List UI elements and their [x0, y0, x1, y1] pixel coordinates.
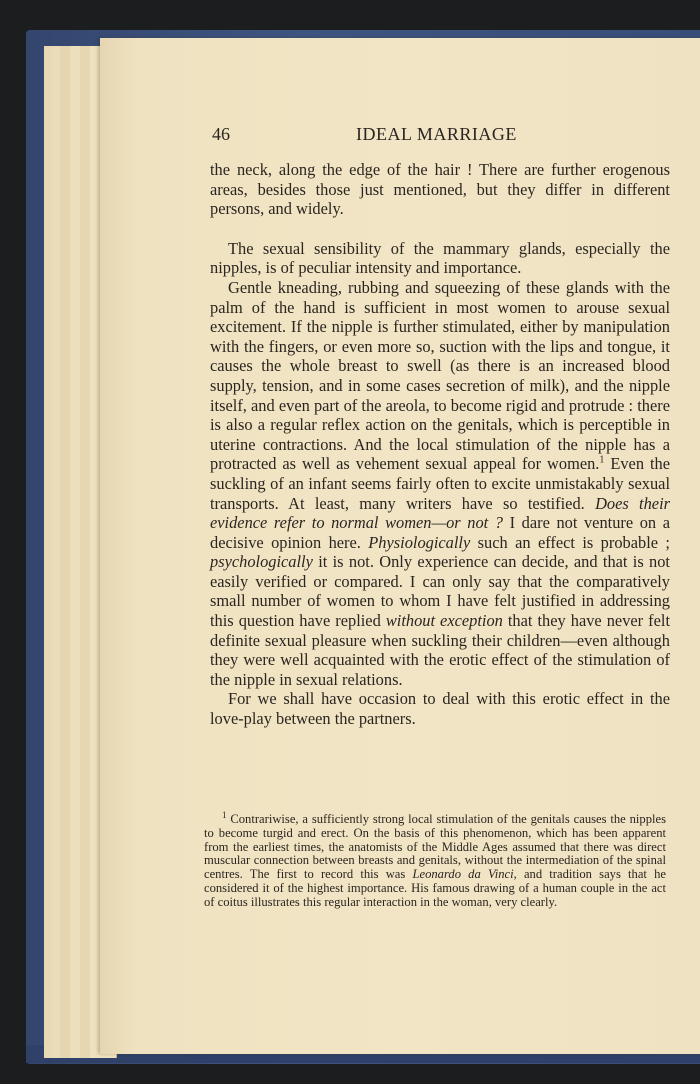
footnote-mark: 1 — [222, 809, 227, 820]
footnote-italic-name: Leonardo da Vinci — [412, 867, 514, 882]
running-head: IDEAL MARRIAGE — [356, 124, 517, 144]
body-text — [210, 160, 670, 729]
footnote-text: Contrariwise, a sufficiently strong local stimulation of the genitals causes the nipples to become turgid and erect. On the basis of this phenomenon, which has been apparent from the earliest times, the anatomists of the Middle Ages assumed that there was direct muscular connection between breasts and genitals, without the intermediation of the spinal centres. The first to record this was — [204, 812, 666, 882]
paragraph-3 — [210, 278, 670, 689]
paragraph-3-text: such an effect is probable ; — [470, 532, 670, 552]
page-number: 46 — [212, 124, 230, 144]
footnote — [204, 809, 666, 910]
italic-phrase: Physiologically — [368, 532, 471, 552]
italic-phrase: psychologically — [210, 552, 313, 572]
paragraph-3-text: Gentle kneading, rubbing and squeezing of these glands with the palm of the hand is sufficient in most women to arouse sexual excitement. If the nipple is further stimulated, either by manipulation with the fingers, or even more so, suction with the lips and tongue, it causes the whole breast to swell (as there is an increased blood supply, tension, and in some cases secretion of milk), and the nipple itself, and even part of the areola, to become rigid and protrude : there is also a regular reflex action on the genitals, which is perceptible in uterine contractions. And the local stimulation of the nipple has a protracted as well as vehement sexual appeal for women. — [210, 277, 670, 474]
paragraph-3-text: that they have never felt definite sexual pleasure when suckling their children—even although they were well acquainted with the erotic effect of the stimulation of the nipple in sexual relations. — [210, 611, 671, 689]
paragraph-1: the neck, along the edge of the hair ! There are further erogenous areas, besides those just mentioned, but they differ in different persons, and widely. — [210, 160, 670, 219]
paragraph-3-text: I dare not venture on a decisive opinion here. — [210, 513, 670, 552]
footnote-reference: 1 — [599, 454, 605, 466]
paragraph-3-text: Even the suckling of an infant seems fairly often to excite unmistakably sexual transports. At least, many writers have so testified. — [210, 454, 670, 513]
paragraph-3-text: it is not. Only experience can decide, and that is not easily verified or compared. I can only say that the comparatively small number of women to whom I have felt justified in addressing this question have replied — [210, 552, 670, 631]
paragraph-4: For we shall have occasion to deal with this erotic effect in the love-play between the partners. — [210, 689, 670, 729]
italic-phrase: without exception — [385, 611, 503, 631]
footnote-text: , and tradition says that he considered it of the highest importance. His famous drawing of a human couple in the act of coitus illustrates this regular interaction in the woman, very clearly. — [204, 867, 666, 909]
page-header — [212, 124, 672, 148]
paragraph-2: The sexual sensibility of the mammary glands, especially the nipples, is of peculiar intensity and importance. — [210, 238, 670, 278]
italic-phrase: Does their evidence refer to normal women—or not ? — [210, 493, 670, 533]
